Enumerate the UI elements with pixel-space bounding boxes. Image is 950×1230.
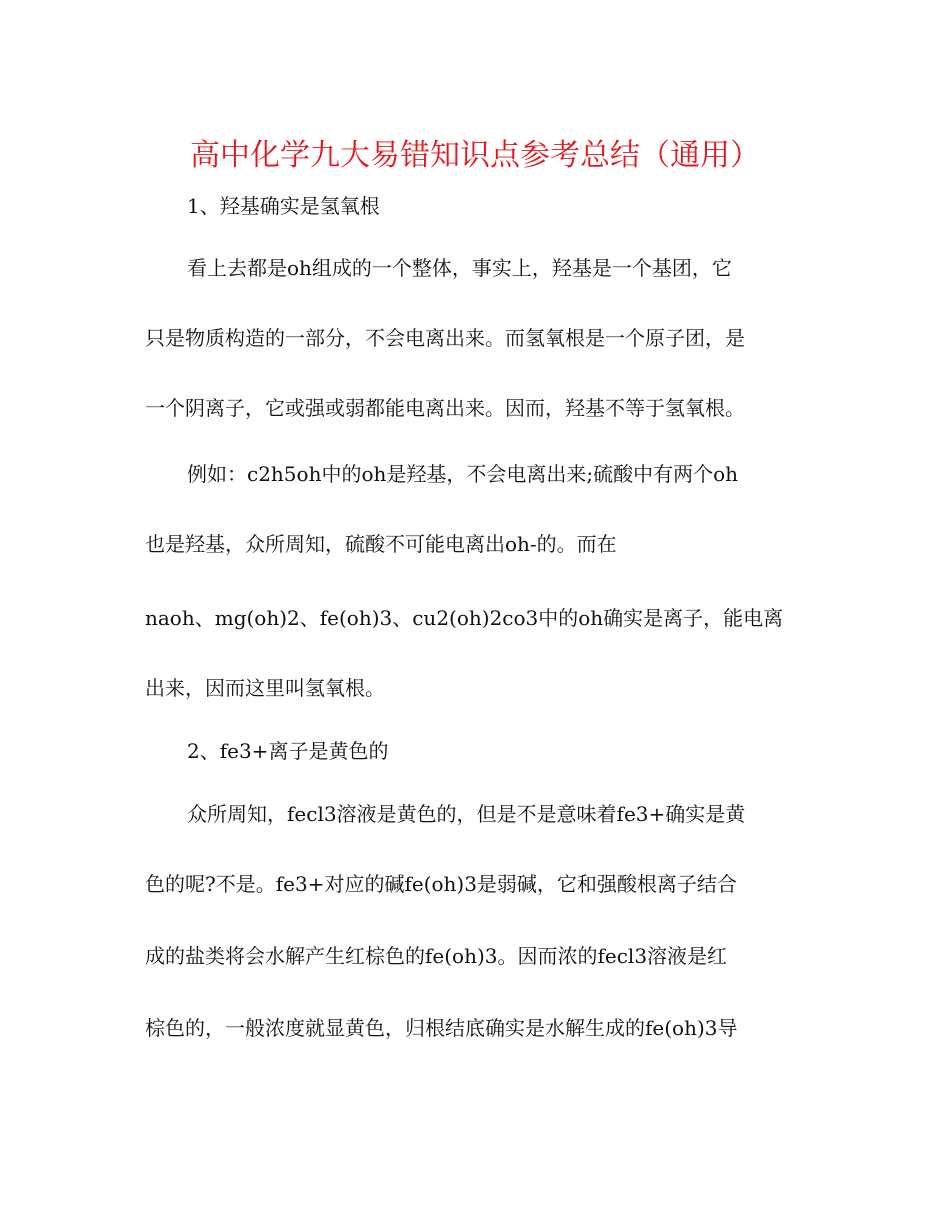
paragraph-line: 例如：c2h5oh中的oh是羟基，不会电离出来;硫酸中有两个oh	[187, 462, 739, 486]
paragraph-line: 看上去都是oh组成的一个整体，事实上，羟基是一个基团，它	[187, 256, 732, 280]
paragraph-line: 棕色的，一般浓度就显黄色，归根结底确实是水解生成的fe(oh)3导	[145, 1016, 738, 1040]
paragraph-line: 众所周知，fecl3溶液是黄色的，但是不是意味着fe3+确实是黄	[187, 802, 746, 826]
paragraph-line: 色的呢?不是。fe3+对应的碱fe(oh)3是弱碱，它和强酸根离子结合	[145, 872, 737, 896]
paragraph-line: 一个阴离子，它或强或弱都能电离出来。因而，羟基不等于氢氧根。	[145, 396, 745, 420]
document-title: 高中化学九大易错知识点参考总结（通用）	[190, 138, 760, 173]
paragraph-line: naoh、mg(oh)2、fe(oh)3、cu2(oh)2co3中的oh确实是离子，能电离	[145, 606, 784, 630]
paragraph-line: 成的盐类将会水解产生红棕色的fe(oh)3。因而浓的fecl3溶液是红	[145, 944, 728, 968]
paragraph-line: 也是羟基，众所周知，硫酸不可能电离出oh-的。而在	[145, 532, 617, 556]
paragraph-line: 出来，因而这里叫氢氧根。	[145, 676, 385, 700]
section-heading-2: 2、fe3+离子是黄色的	[187, 739, 389, 763]
section-heading-1: 1、羟基确实是氢氧根	[187, 194, 380, 218]
paragraph-line: 只是物质构造的一部分，不会电离出来。而氢氧根是一个原子团，是	[145, 326, 745, 350]
